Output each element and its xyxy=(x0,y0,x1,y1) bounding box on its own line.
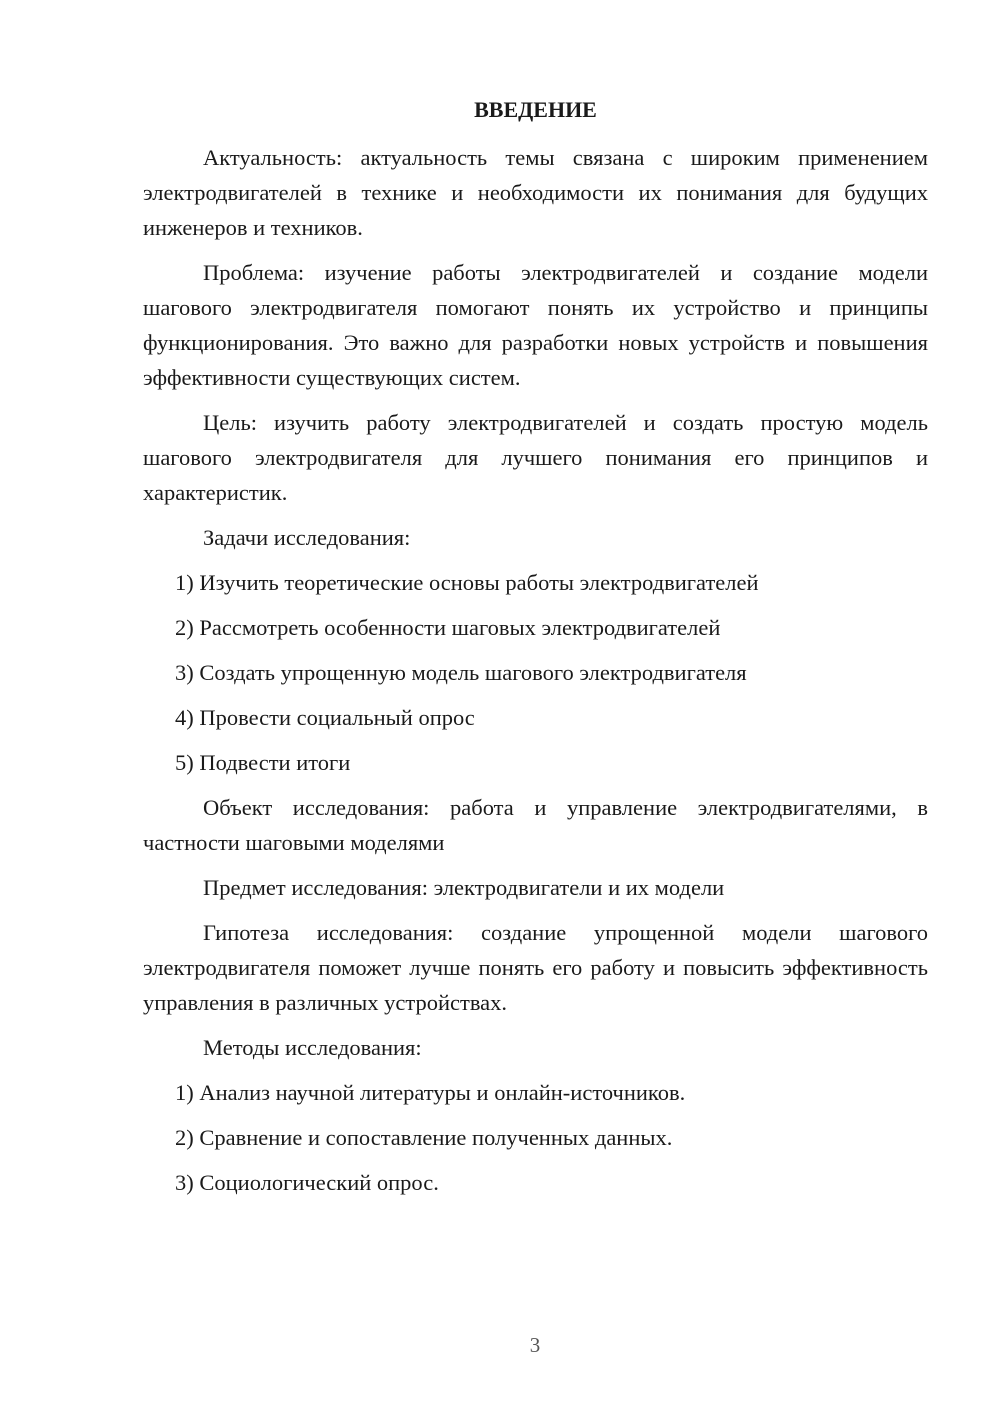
page-title: ВВЕДЕНИЕ xyxy=(474,97,597,122)
list-item: 2) Рассмотреть особенности шаговых электродвигателей xyxy=(175,615,721,640)
relevance-paragraph: Актуальность: актуальность темы связана с широким применением электродвигателей в технике и необходимости их понимания для будущих инженеров и техников. xyxy=(143,145,928,240)
goal-paragraph: Цель: изучить работу электродвигателей и создать простую модель шагового электродвигателя для лучшего понимания его принципов и характеристик. xyxy=(143,410,928,505)
tasks-list xyxy=(143,565,928,780)
methods-list xyxy=(143,1075,928,1200)
hypothesis-paragraph: Гипотеза исследования: создание упрощенной модели шагового электродвигателя поможет лучше понять его работу и повысить эффективность управления в различных устройствах. xyxy=(143,920,928,1015)
list-item: 2) Сравнение и сопоставление полученных данных. xyxy=(175,1125,673,1150)
list-item: 5) Подвести итоги xyxy=(175,750,351,775)
tasks-heading: Задачи исследования: xyxy=(203,525,411,550)
subject-paragraph: Предмет исследования: электродвигатели и их модели xyxy=(203,875,725,900)
methods-heading: Методы исследования: xyxy=(203,1035,422,1060)
list-item: 3) Социологический опрос. xyxy=(175,1170,439,1195)
list-item: 1) Изучить теоретические основы работы электродвигателей xyxy=(175,570,759,595)
list-item: 4) Провести социальный опрос xyxy=(175,705,475,730)
problem-paragraph: Проблема: изучение работы электродвигателей и создание модели шагового электродвигателя помогают понять их устройство и принципы функционирования. Это важно для разработки новых устройств и повышения эффективности существующих систем. xyxy=(143,260,928,390)
page-content xyxy=(143,95,928,1210)
object-paragraph: Объект исследования: работа и управление электродвигателями, в частности шаговыми моделями xyxy=(143,795,928,855)
list-item: 3) Создать упрощенную модель шагового электродвигателя xyxy=(175,660,747,685)
page-number: 3 xyxy=(529,1333,541,1357)
list-item: 1) Анализ научной литературы и онлайн-источников. xyxy=(175,1080,686,1105)
